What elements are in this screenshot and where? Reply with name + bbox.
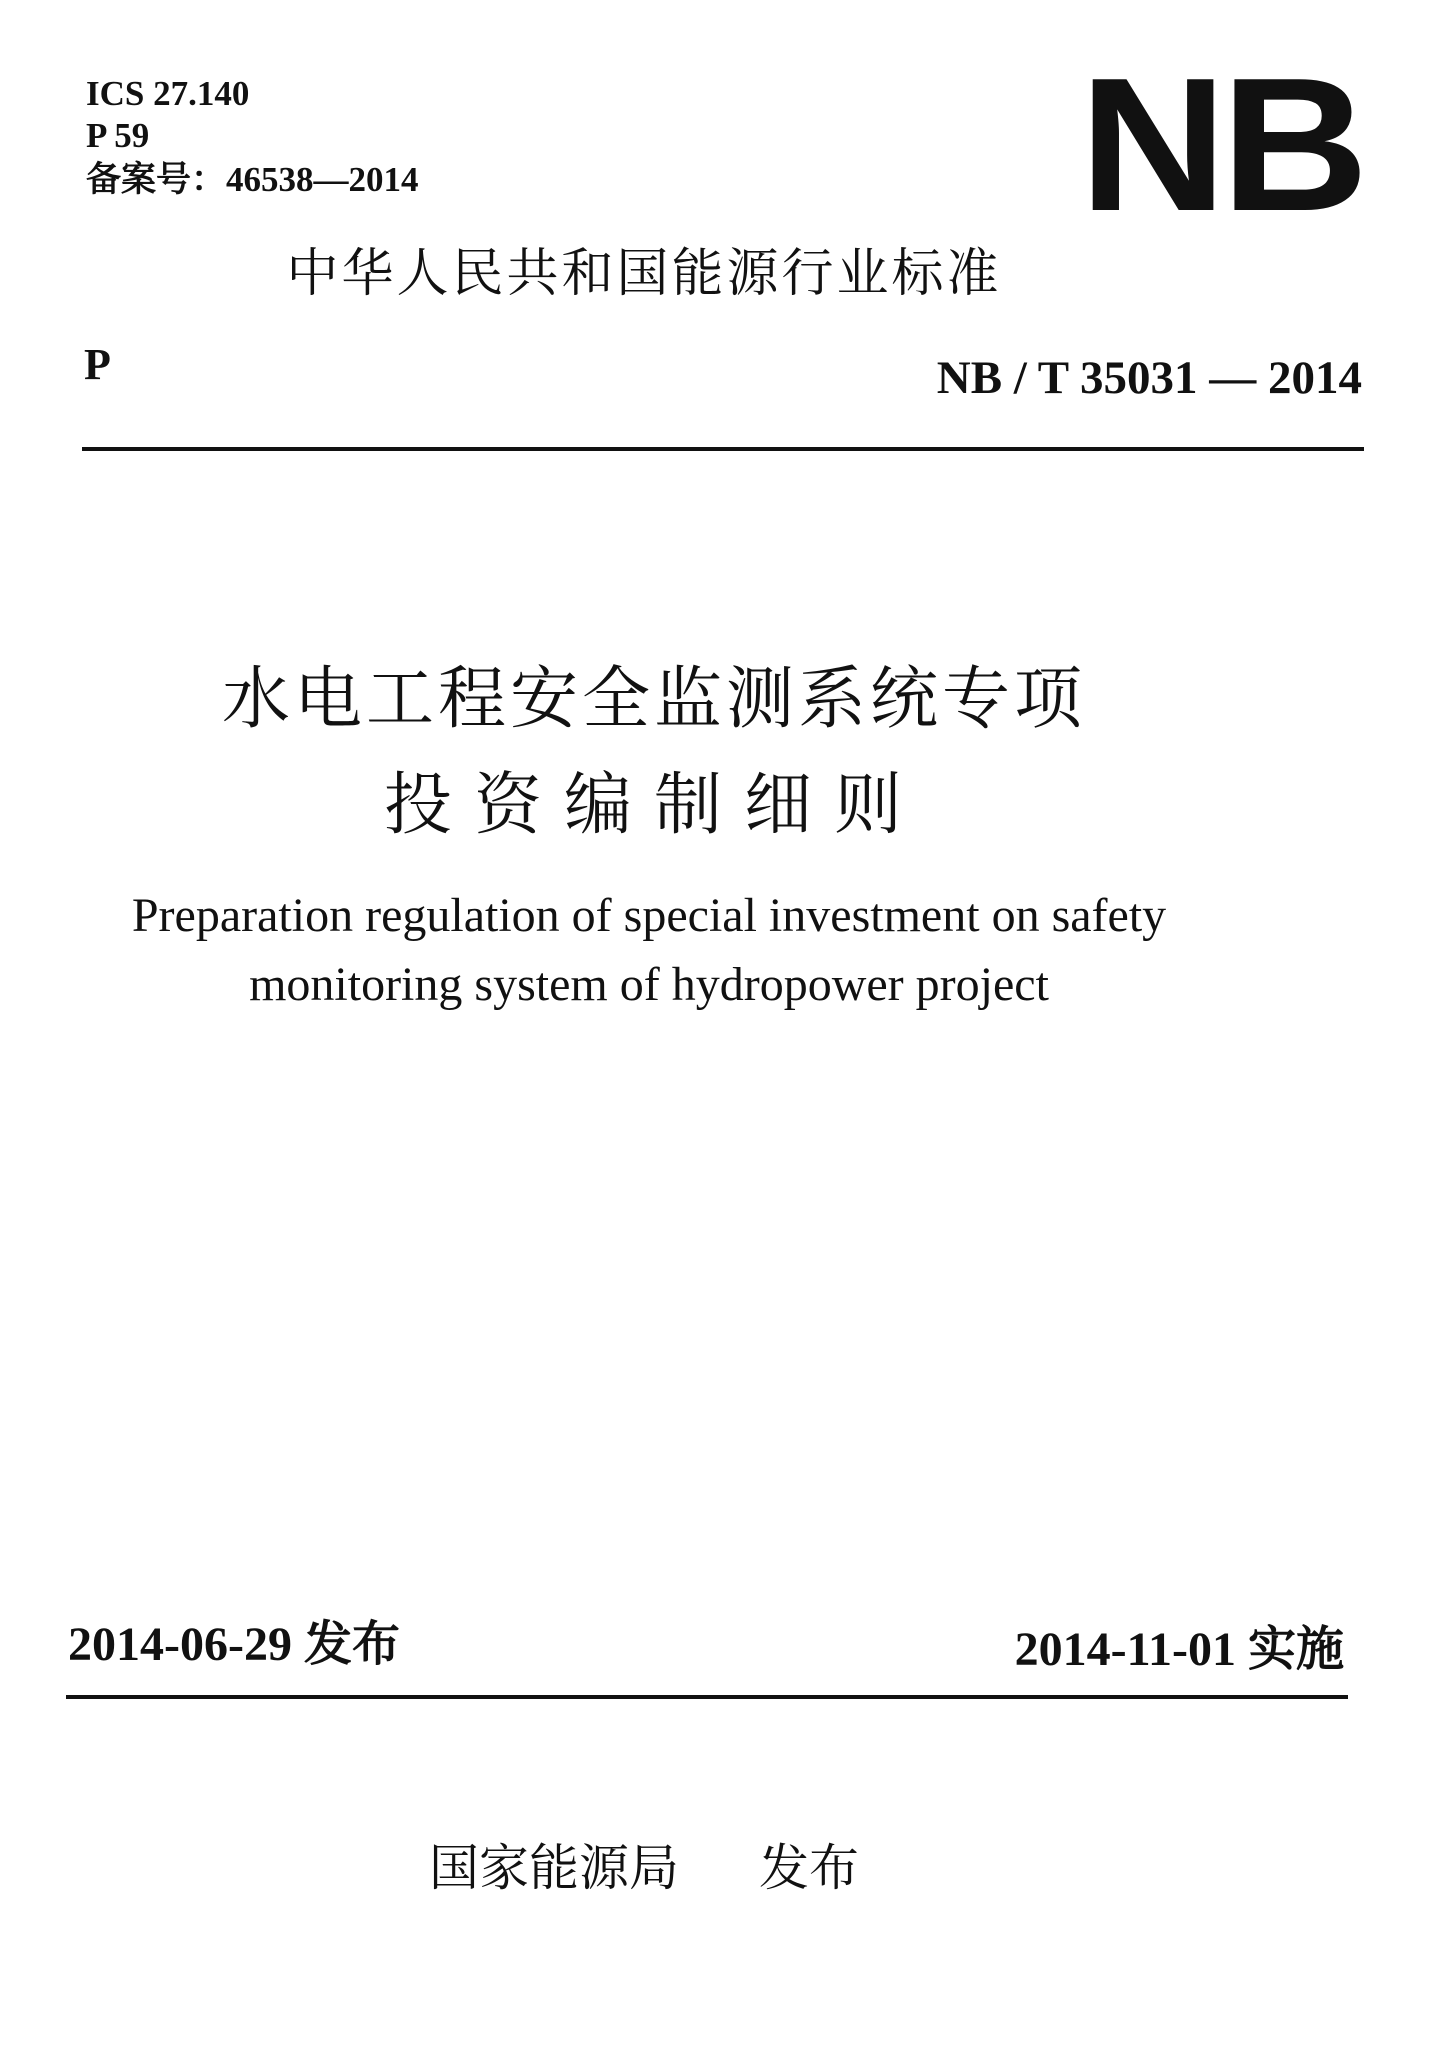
title-chinese-line-2: 投资编制细则 (383, 766, 924, 845)
publisher-name: 国家能源局 (429, 1839, 679, 1897)
filing-number: 备案号：46538—2014 (86, 160, 419, 199)
publisher-line (0, 1838, 1448, 1898)
standard-number: NB / T 35031 — 2014 (936, 352, 1362, 404)
top-divider (82, 447, 1364, 451)
bottom-divider (66, 1695, 1348, 1699)
title-english-line-2: monitoring system of hydropower project (249, 958, 1049, 1011)
nb-logo: NB (1078, 39, 1362, 251)
issue-date: 2014-06-29 发布 (68, 1618, 400, 1671)
ics-code: ICS 27.140 (86, 74, 250, 113)
title-chinese-line-1: 水电工程安全监测系统专项 (221, 660, 1086, 739)
publisher-action: 发布 (759, 1839, 859, 1897)
ccs-code: P 59 (86, 116, 150, 155)
implementation-date: 2014-11-01 实施 (1014, 1623, 1344, 1676)
category-letter: P (84, 340, 111, 389)
industry-standard-heading: 中华人民共和国能源行业标准 (286, 244, 1002, 304)
title-english-line-1: Preparation regulation of special investment on safety (131, 889, 1167, 942)
